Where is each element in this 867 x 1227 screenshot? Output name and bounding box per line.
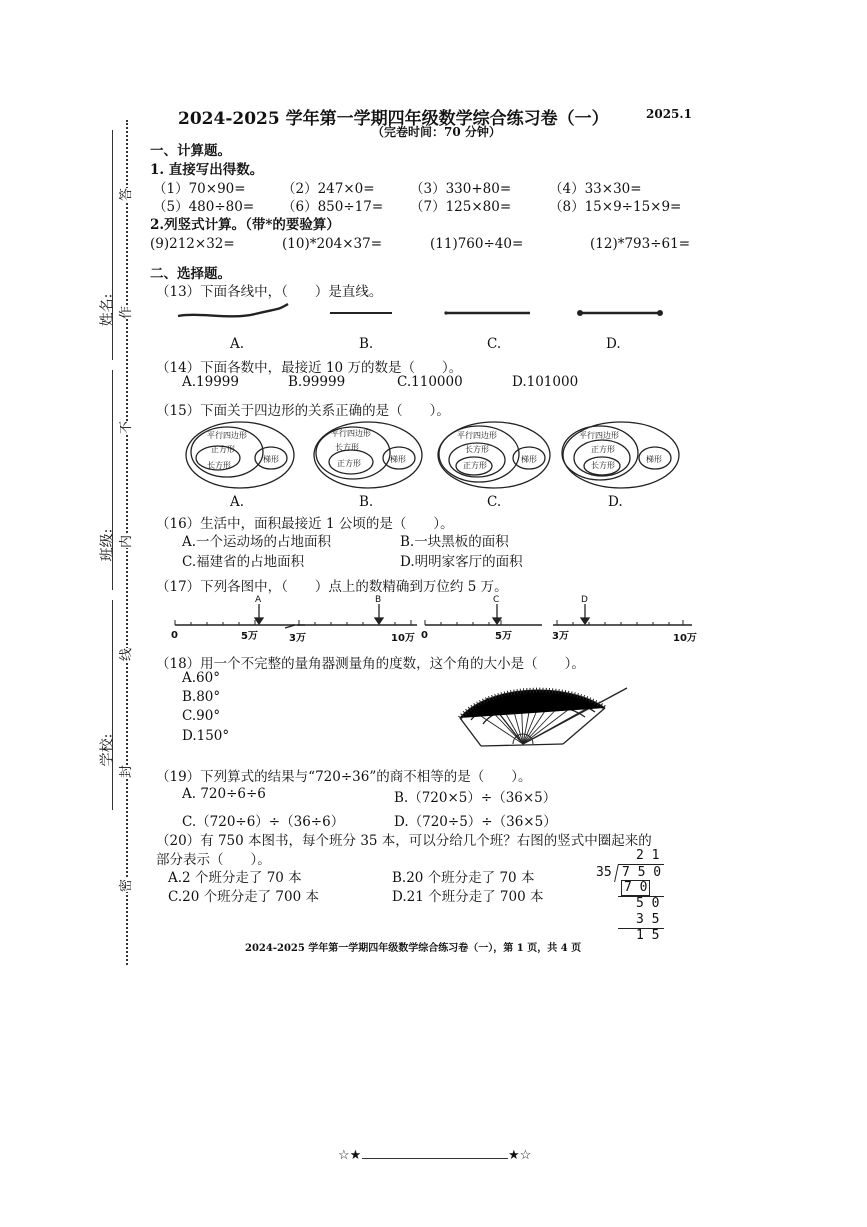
q17-tick-0-c: 0 xyxy=(421,630,428,641)
q15-c-square: 正方形 xyxy=(463,461,487,470)
vertical-calc-9: (9)212×32= xyxy=(150,236,235,252)
q15-text: （15）下面关于四边形的关系正确的是（ ）。 xyxy=(156,403,450,419)
vertical-calc-11: (11)760÷40= xyxy=(430,236,524,252)
oral-calc-5: （5）480÷80= xyxy=(153,199,255,215)
exam-title: 2024-2025 学年第一学期四年级数学综合练习卷（一） xyxy=(178,109,609,129)
q15-c-rectangle: 长方形 xyxy=(465,445,489,454)
seal-char-1: 答 xyxy=(115,188,134,201)
seal-char-7: 密 xyxy=(115,879,134,892)
q19-opt-a: A. 720÷6÷6 xyxy=(182,786,266,802)
q17-tick-5w-c: 5万 xyxy=(495,631,512,642)
q17-tick-10w-b: 10万 xyxy=(391,633,415,644)
footer-stars-right: ★☆ xyxy=(508,1148,532,1163)
q17-tick-3w-d: 3万 xyxy=(552,631,569,642)
q15-opt-c: C. xyxy=(487,494,502,510)
q16-opt-b: B.一块黑板的面积 xyxy=(400,534,509,550)
q18-opt-b: B.80° xyxy=(182,689,221,705)
q16-text: （16）生活中，面积最接近 1 公顷的是（ ）。 xyxy=(156,516,454,532)
q15-b-trapezoid: 梯形 xyxy=(390,455,406,464)
q15-d-square: 正方形 xyxy=(591,445,615,454)
q18-opt-d: D.150° xyxy=(182,728,230,744)
q19-opt-c: C.（720÷6）÷（36÷6） xyxy=(182,814,345,830)
q15-d-parallelogram: 平行四边形 xyxy=(579,431,619,440)
q15-venn-figure xyxy=(185,420,695,492)
oral-calc-6: （6）850÷17= xyxy=(282,199,384,215)
q14-opt-a: A.19999 xyxy=(182,374,239,390)
q20-opt-c: C.20 个班分走了 700 本 xyxy=(168,889,319,905)
q14-opt-d: D.101000 xyxy=(512,374,579,390)
name-label: 姓名: xyxy=(99,293,116,327)
q15-opt-b: B. xyxy=(359,494,374,510)
q15-b-rectangle: 长方形 xyxy=(335,443,359,452)
q20-opt-b: B.20 个班分走了 70 本 xyxy=(392,870,535,886)
seal-char-6: 封 xyxy=(115,765,134,778)
q13-curve-a xyxy=(178,304,288,316)
section1-part1: 1. 直接写出得数。 xyxy=(150,162,264,178)
vertical-calc-12: (12)*793÷61= xyxy=(590,236,691,252)
q20-opt-d: D.21 个班分走了 700 本 xyxy=(392,889,544,905)
q16-opt-a: A.一个运动场的占地面积 xyxy=(182,534,332,550)
q13-text: （13）下面各线中，（ ）是直线。 xyxy=(156,284,383,300)
q13-opt-b: B. xyxy=(359,336,374,352)
q18-opt-a: A.60° xyxy=(182,670,220,686)
section1-heading: 一、计算题。 xyxy=(150,143,231,159)
division-step2: 5 0 xyxy=(636,896,660,911)
q13-opt-c: C. xyxy=(487,336,502,352)
q20-text-line1: （20）有 750 本图书，每个班分 35 本，可以分给几个班？右图的竖式中圈起来的 xyxy=(156,833,652,849)
seal-char-4: 内 xyxy=(115,535,134,548)
q18-text: （18）用一个不完整的量角器测量角的度数，这个角的大小是（ ）。 xyxy=(156,656,585,672)
q15-b-parallelogram: 平行四边形 xyxy=(331,429,371,438)
q17-tick-3w-b: 3万 xyxy=(289,633,306,644)
q15-d-trapezoid: 梯形 xyxy=(646,455,662,464)
q15-a-trapezoid: 梯形 xyxy=(263,455,279,464)
q17-point-a: A xyxy=(255,595,262,605)
seal-char-3: 不 xyxy=(115,421,134,434)
q19-opt-b: B.（720×5）÷（36×5） xyxy=(394,790,557,806)
footer-stars-left: ☆★ xyxy=(338,1148,362,1163)
q15-d-rectangle: 长方形 xyxy=(591,461,615,470)
q16-opt-d: D.明明家客厅的面积 xyxy=(400,554,523,570)
q13-opt-d: D. xyxy=(606,336,621,352)
q15-b-square: 正方形 xyxy=(337,459,361,468)
division-bracket xyxy=(614,864,620,882)
q17-point-d: D xyxy=(581,595,588,605)
q20-text-line2: 部分表示（ ）。 xyxy=(156,852,271,868)
oral-calc-4: （4）33×30= xyxy=(549,181,642,197)
q16-opt-c: C.福建省的占地面积 xyxy=(182,554,305,570)
oral-calc-3: （3）330+80= xyxy=(410,181,512,197)
footer-divider xyxy=(362,1158,508,1159)
q17-tick-0: 0 xyxy=(171,630,178,641)
seal-char-2: 作 xyxy=(115,306,134,319)
q15-a-parallelogram: 平行四边形 xyxy=(207,431,247,440)
q15-opt-a: A. xyxy=(230,494,245,510)
q17-text: （17）下列各图中，（ ）点上的数精确到万位约 5 万。 xyxy=(156,579,508,595)
exam-date: 2025.1 xyxy=(646,107,692,121)
oral-calc-7: （7）125×80= xyxy=(410,199,512,215)
q17-number-lines xyxy=(165,592,705,648)
oral-calc-1: （1）70×90= xyxy=(153,181,246,197)
division-divisor: 35 xyxy=(596,865,612,880)
q13-endpoint-d1 xyxy=(577,310,583,316)
q13-endpoint-d2 xyxy=(657,310,663,316)
q20-long-division xyxy=(596,848,676,943)
division-remainder: 1 5 xyxy=(636,928,660,943)
class-label: 班级: xyxy=(99,528,116,562)
q14-opt-c: C.110000 xyxy=(397,374,463,390)
school-blank-line xyxy=(112,600,113,810)
q13-endpoint-c xyxy=(444,311,447,314)
division-step1-circled: 7 0 xyxy=(621,880,650,896)
q15-opt-d: D. xyxy=(608,494,623,510)
seal-char-5: 线 xyxy=(115,648,134,661)
division-quotient: 2 1 xyxy=(636,848,660,863)
q13-lines-figure xyxy=(170,300,670,330)
q14-opt-b: B.99999 xyxy=(288,374,346,390)
q14-text: （14）下面各数中，最接近 10 万的数是（ ）。 xyxy=(156,360,463,376)
oral-calc-8: （8）15×9÷15×9= xyxy=(549,199,682,215)
q17-tick-5w-a: 5万 xyxy=(241,631,258,642)
section1-part2: 2.列竖式计算。（带*的要验算） xyxy=(150,217,340,233)
section2-heading: 二、选择题。 xyxy=(150,266,231,282)
q15-a-square: 正方形 xyxy=(211,445,235,454)
q20-opt-a: A.2 个班分走了 70 本 xyxy=(168,870,302,886)
q15-a-rectangle: 长方形 xyxy=(207,461,231,470)
q13-opt-a: A. xyxy=(230,336,245,352)
q17-point-b: B xyxy=(375,595,382,605)
exam-subtitle: （完卷时间：70 分钟） xyxy=(372,125,501,139)
q17-tick-10w-d: 10万 xyxy=(673,633,697,644)
q19-opt-d: D.（720÷5）÷（36×5） xyxy=(394,814,557,830)
vertical-calc-10: (10)*204×37= xyxy=(282,236,383,252)
q15-c-trapezoid: 梯形 xyxy=(521,455,537,464)
q17-point-c: C xyxy=(493,595,500,605)
q15-c-parallelogram: 平行四边形 xyxy=(457,431,497,440)
school-label: 学校: xyxy=(99,733,116,767)
oral-calc-2: （2）247×0= xyxy=(282,181,375,197)
division-step3: 3 5 xyxy=(636,912,660,927)
q18-protractor-figure xyxy=(455,668,635,752)
page-footer: 2024-2025 学年第一学期四年级数学综合练习卷（一），第 1 页，共 4 页 xyxy=(245,943,582,954)
q19-text: （19）下列算式的结果与“720÷36”的商不相等的是（ ）。 xyxy=(156,769,532,785)
q18-opt-c: C.90° xyxy=(182,708,221,724)
division-dividend: 7 5 0 xyxy=(622,865,662,880)
